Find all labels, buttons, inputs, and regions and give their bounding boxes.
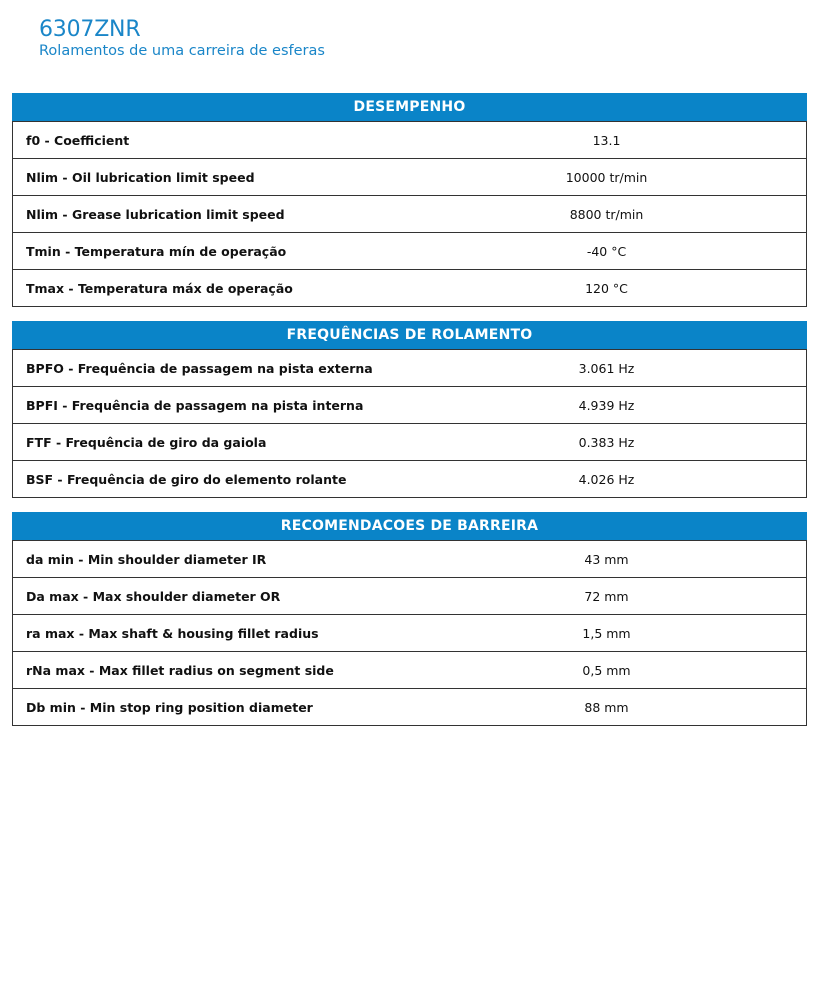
table-row <box>13 540 806 577</box>
row-label: Nlim - Grease lubrication limit speed <box>26 206 285 222</box>
row-value: 4.939 Hz <box>578 397 635 413</box>
table-row <box>13 121 806 158</box>
page-title: 6307ZNR <box>39 17 141 42</box>
row-label: f0 - Coefficient <box>26 132 130 148</box>
table-row <box>13 423 806 460</box>
section-frequencias <box>12 321 807 498</box>
row-label: da min - Min shoulder diameter IR <box>26 551 267 567</box>
section-desempenho <box>12 93 807 307</box>
table-row <box>13 269 806 306</box>
page-subtitle: Rolamentos de uma carreira de esferas <box>39 43 325 59</box>
row-label: BPFI - Frequência de passagem na pista interna <box>26 397 364 413</box>
row-value: 43 mm <box>584 551 629 567</box>
section-header: FREQUÊNCIAS DE ROLAMENTO <box>12 321 807 349</box>
table-row <box>13 460 806 497</box>
spec-table <box>12 540 807 726</box>
row-value: 0.383 Hz <box>578 434 635 450</box>
row-label: Db min - Min stop ring position diameter <box>26 699 313 715</box>
row-label: BPFO - Frequência de passagem na pista externa <box>26 360 373 376</box>
row-value: 13.1 <box>592 132 621 148</box>
row-value: 120 °C <box>585 280 628 296</box>
row-label: Nlim - Oil lubrication limit speed <box>26 169 255 185</box>
row-value: 3.061 Hz <box>578 360 635 376</box>
table-row <box>13 577 806 614</box>
row-label: FTF - Frequência de giro da gaiola <box>26 434 267 450</box>
table-row <box>13 688 806 725</box>
spec-table <box>12 349 807 498</box>
row-value: 10000 tr/min <box>565 169 648 185</box>
row-value: 88 mm <box>584 699 629 715</box>
table-row <box>13 614 806 651</box>
row-value: 4.026 Hz <box>578 471 635 487</box>
table-row <box>13 651 806 688</box>
table-row <box>13 158 806 195</box>
row-value: 0,5 mm <box>582 662 631 678</box>
table-row <box>13 386 806 423</box>
row-value: -40 °C <box>586 243 627 259</box>
row-label: Tmin - Temperatura mín de operação <box>26 243 287 259</box>
row-label: BSF - Frequência de giro do elemento rolante <box>26 471 347 487</box>
section-header: RECOMENDACOES DE BARREIRA <box>12 512 807 540</box>
spec-table <box>12 121 807 307</box>
section-header: DESEMPENHO <box>12 93 807 121</box>
row-label: Da max - Max shoulder diameter OR <box>26 588 281 604</box>
page-header <box>39 17 325 59</box>
row-value: 8800 tr/min <box>569 206 644 222</box>
section-recomendacoes <box>12 512 807 726</box>
row-label: ra max - Max shaft & housing fillet radius <box>26 625 319 641</box>
row-label: rNa max - Max fillet radius on segment side <box>26 662 334 678</box>
table-row <box>13 232 806 269</box>
row-value: 72 mm <box>584 588 629 604</box>
row-value: 1,5 mm <box>582 625 631 641</box>
row-label: Tmax - Temperatura máx de operação <box>26 280 293 296</box>
table-row <box>13 195 806 232</box>
table-row <box>13 349 806 386</box>
